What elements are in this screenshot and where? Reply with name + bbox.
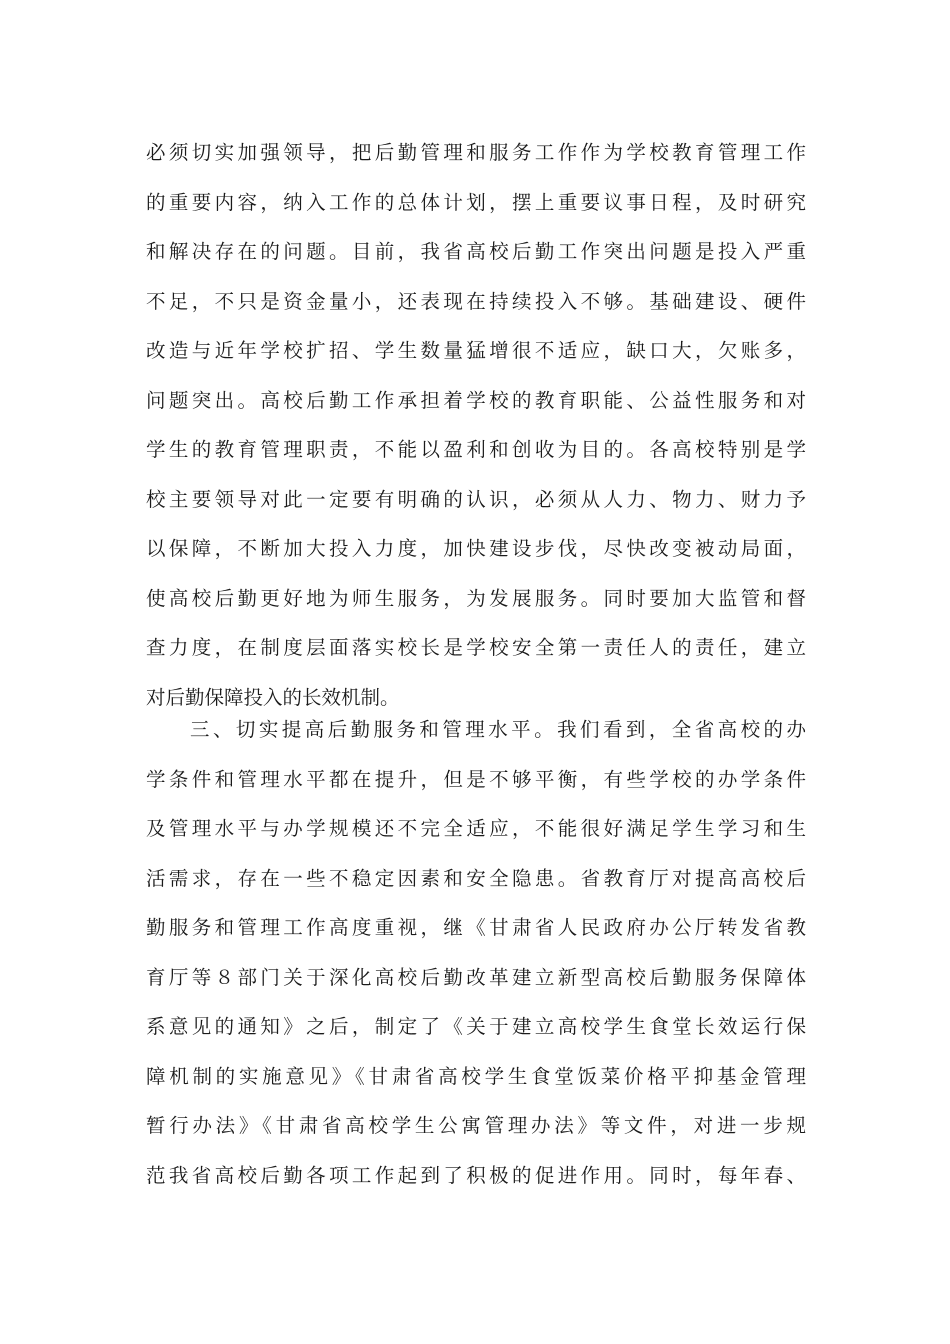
paragraph-line: 改造与近年学校扩招、学生数量猛增很不适应，缺口大，欠账多， — [146, 339, 806, 362]
paragraph-line: 校主要领导对此一定要有明确的认识，必须从人力、物力、财力予 — [146, 487, 806, 511]
paragraph-line: 对后勤保障投入的长效机制。 — [146, 685, 400, 709]
paragraph-2 — [146, 705, 806, 1200]
paragraph-line: 障机制的实施意见》《甘肃省高校学生食堂饭菜价格平抑基金管理 — [146, 1064, 806, 1088]
paragraph-line: 问题突出。高校后勤工作承担着学校的教育职能、公益性服务和对 — [146, 388, 806, 412]
paragraph-line: 以保障，不断加大投入力度，加快建设步伐，尽快改变被动局面， — [146, 537, 806, 560]
paragraph-line: 必须切实加强领导，把后勤管理和服务工作作为学校教育管理工作 — [146, 141, 806, 164]
paragraph-line: 三、切实提高后勤服务和管理水平。我们看到，全省高校的办 — [190, 718, 806, 741]
paragraph-line: 系意见的通知》之后，制定了《关于建立高校学生食堂长效运行保 — [146, 1015, 806, 1038]
paragraph-line: 学条件和管理水平都在提升，但是不够平衡，有些学校的办学条件 — [146, 767, 806, 791]
paragraph-line: 查力度，在制度层面落实校长是学校安全第一责任人的责任，建立 — [146, 636, 806, 659]
paragraph-line: 暂行办法》《甘肃省高校学生公寓管理办法》等文件，对进一步规 — [146, 1114, 806, 1137]
paragraph-line: 使高校后勤更好地为师生服务，为发展服务。同时要加大监管和督 — [146, 586, 806, 610]
paragraph-line: 及管理水平与办学规模还不完全适应，不能很好满足学生学习和生 — [146, 817, 806, 840]
paragraph-line: 育厅等８部门关于深化高校后勤改革建立新型高校后勤服务保障体 — [146, 965, 806, 989]
paragraph-line: 的重要内容，纳入工作的总体计划，摆上重要议事日程，及时研究 — [146, 190, 806, 214]
paragraph-line: 勤服务和管理工作高度重视，继《甘肃省人民政府办公厅转发省教 — [146, 916, 806, 939]
paragraph-line: 学生的教育管理职责，不能以盈利和创收为目的。各高校特别是学 — [146, 438, 806, 461]
paragraph-line: 范我省高校后勤各项工作起到了积极的促进作用。同时，每年春、 — [146, 1163, 806, 1187]
paragraph-line: 和解决存在的问题。目前，我省高校后勤工作突出问题是投入严重 — [146, 240, 806, 263]
paragraph-line: 不足，不只是资金量小，还表现在持续投入不够。基础建设、硬件 — [146, 289, 806, 313]
paragraph-1 — [146, 128, 806, 722]
paragraph-line: 活需求，存在一些不稳定因素和安全隐患。省教育厅对提高高校后 — [146, 866, 806, 890]
